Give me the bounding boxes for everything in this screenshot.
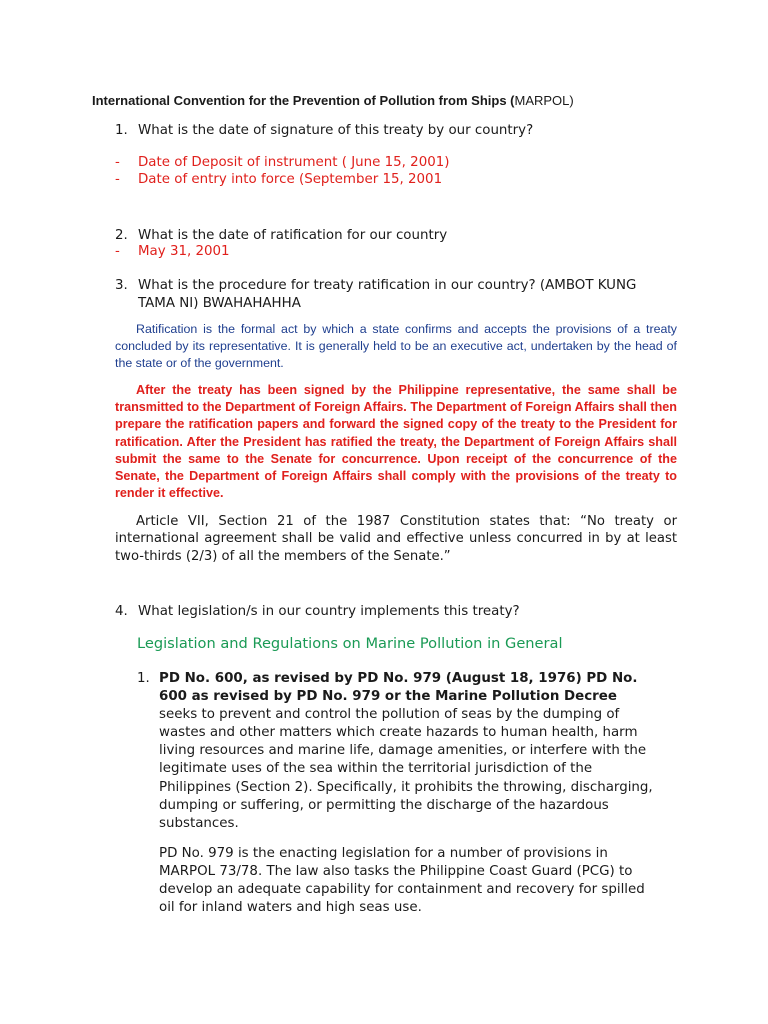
q1-answer-1-text: Date of Deposit of instrument ( June 15, 2001) (138, 155, 450, 170)
q1-answer-2 (115, 171, 735, 189)
document-title (92, 93, 732, 108)
document-title-rest: MARPOL) (514, 93, 574, 108)
question-4-text: What legislation/s in our country implements this treaty? (138, 604, 520, 619)
legislation-heading: Legislation and Regulations on Marine Pollution in General (137, 635, 563, 652)
q1-answer-2-dash: - (115, 172, 120, 187)
question-1-number: 1. (115, 123, 128, 138)
constitution-article-paragraph: Article VII, Section 21 of the 1987 Constitution states that: “No treaty or international agreement shall be valid and effective unless concurred in by at least two-thirds (2/3) of all the members of the Senate.” (115, 514, 677, 564)
question-2-text: What is the date of ratification for our country (138, 228, 448, 243)
q1-answer-2-text: Date of entry into force (September 15, 2001 (138, 172, 443, 187)
question-1 (115, 122, 735, 140)
q1-answer-1-dash: - (115, 155, 120, 170)
ratification-definition-paragraph: Ratification is the formal act by which a state confirms and accepts the provisions of a treaty concluded by its representative. It is generally held to be an executive act, undertaken by the head of the state or of the government. (115, 322, 677, 371)
q2-answer-1 (115, 243, 735, 261)
question-4 (115, 603, 735, 621)
legislation-item-1-description: seeks to prevent and control the pollution of seas by the dumping of wastes and other matters which create hazards to human health, harm living resources and marine life, damage amenities, or interfere with the legitimate uses of the sea within the territorial jurisdiction of the Philippines (Section 2). Specifically, it prohibits the throwing, discharging, dumping or suffering, or permitting the discharge of the hazardous substances. (159, 707, 653, 831)
legislation-item-1-title: PD No. 600, as revised by PD No. 979 (August 18, 1976) PD No. 600 as revised by PD No. 979 or the Marine Pollution Decree (159, 671, 638, 705)
legislation-item-1 (159, 670, 659, 833)
question-1-text: What is the date of signature of this treaty by our country? (138, 123, 534, 138)
ratification-procedure-paragraph: After the treaty has been signed by the Philippine representative, the same shall be transmitted to the Department of Foreign Affairs. The Department of Foreign Affairs shall then prepare the ratification papers and forward the signed copy of the treaty to the President for ratification. After the President has ratified the treaty, the Department of Foreign Affairs shall submit the same to the Senate for concurrence. Upon receipt of the concurrence of the Senate, the Department of Foreign Affairs shall comply with the provisions of the treaty to render it effective. (115, 383, 677, 501)
legislation-item-1-number: 1. (137, 671, 150, 686)
question-3-number: 3. (115, 278, 128, 293)
question-3 (115, 277, 735, 313)
question-2-number: 2. (115, 228, 128, 243)
legislation-item-1-paragraph-2: PD No. 979 is the enacting legislation for a number of provisions in MARPOL 73/78. The law also tasks the Philippine Coast Guard (PCG) to develop an adequate capability for containment and recovery for spilled oil for inland waters and high seas use. (159, 846, 645, 916)
question-4-number: 4. (115, 604, 128, 619)
q2-answer-1-text: May 31, 2001 (138, 244, 230, 259)
q1-answer-1 (115, 154, 735, 172)
question-3-line-2: TAMA NI) BWAHAHAHHA (138, 295, 301, 311)
question-3-line-1: What is the procedure for treaty ratification in our country? (AMBOT KUNG (138, 278, 637, 293)
q2-answer-1-dash: - (115, 244, 120, 259)
document-title-bold: International Convention for the Prevention of Pollution from Ships ( (92, 93, 515, 108)
